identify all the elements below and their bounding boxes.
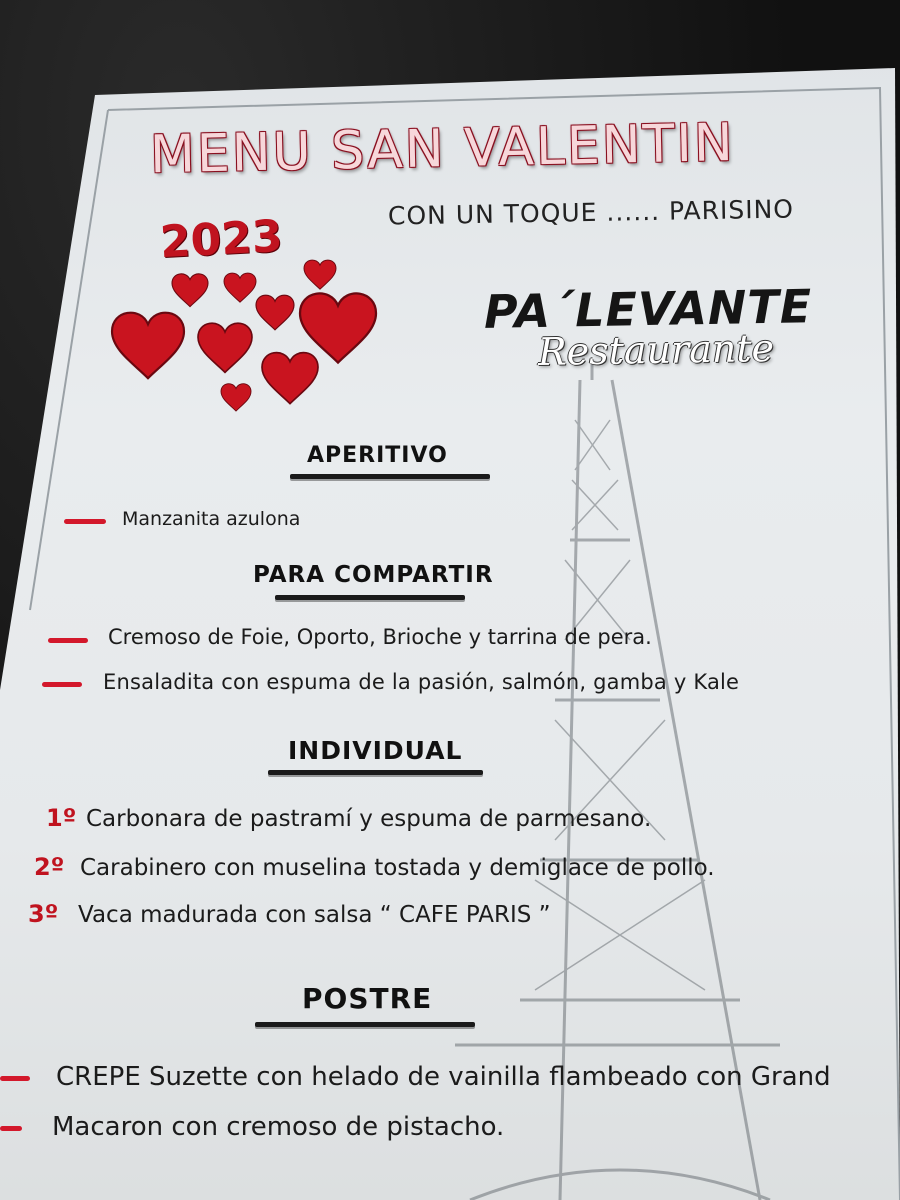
course-number: 3º: [28, 900, 59, 928]
section-underline: [255, 1022, 475, 1027]
section-underline: [290, 474, 490, 479]
menu-subtitle: CON UN TOQUE ...... PARISINO: [387, 194, 795, 231]
list-item: CREPE Suzette con helado de vainilla flambeado con Grand: [56, 1062, 831, 1092]
list-item: Manzanita azulona: [122, 508, 301, 530]
bullet-dash: [0, 1076, 30, 1081]
bullet-dash: [64, 519, 106, 524]
list-item: Cremoso de Foie, Oporto, Brioche y tarrina de pera.: [108, 625, 652, 649]
section-heading-postre: POSTRE: [302, 982, 433, 1015]
section-underline: [268, 770, 483, 775]
list-item: Vaca madurada con salsa “ CAFE PARIS ”: [78, 902, 551, 928]
menu-year: 2023: [158, 210, 284, 269]
bullet-dash: [48, 638, 88, 643]
list-item: Carabinero con muselina tostada y demiglace de pollo.: [80, 855, 715, 881]
list-item: Ensaladita con espuma de la pasión, salmón, gamba y Kale: [103, 670, 740, 694]
section-heading-para-compartir: PARA COMPARTIR: [253, 562, 494, 588]
restaurant-name: PA´LEVANTE: [483, 279, 813, 339]
section-heading-individual: INDIVIDUAL: [288, 736, 463, 765]
section-heading-aperitivo: APERITIVO: [307, 443, 448, 468]
restaurant-type: Restaurante: [537, 325, 775, 375]
bullet-dash: [0, 1126, 22, 1131]
course-number: 2º: [34, 853, 65, 881]
hearts-icon: [100, 245, 400, 415]
bullet-dash: [42, 682, 82, 687]
list-item: Macaron con cremoso de pistacho.: [52, 1112, 505, 1142]
menu-title: MENU SAN VALENTIN: [149, 113, 736, 186]
course-number: 1º: [46, 804, 77, 832]
section-underline: [275, 595, 465, 600]
list-item: Carbonara de pastramí y espuma de parmesano.: [86, 806, 652, 832]
